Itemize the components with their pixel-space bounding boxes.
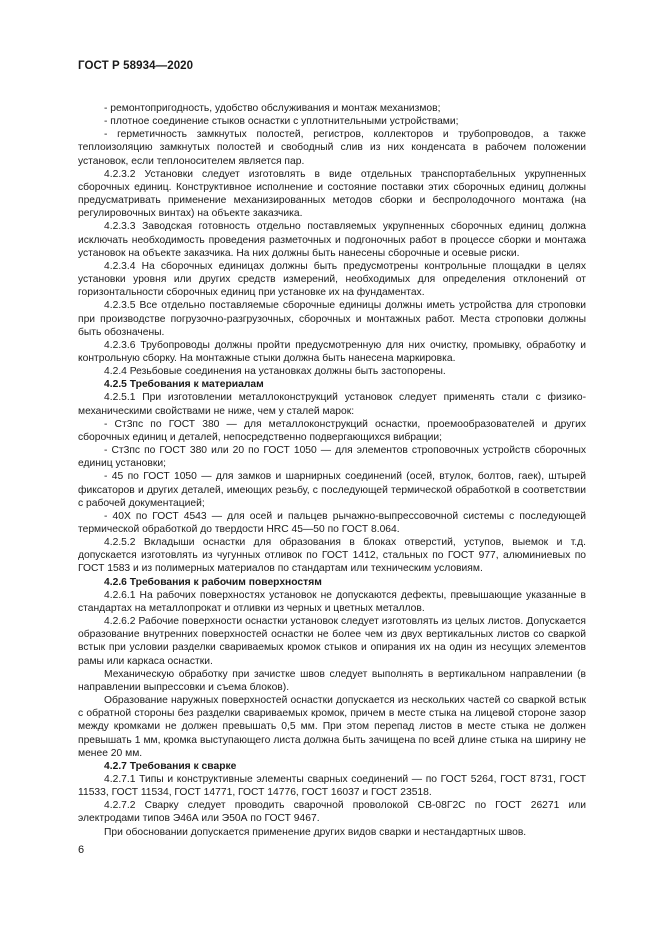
paragraph: Образование наружных поверхностей оснастки допускается из нескольких частей со сваркой встык с обратной стороны без разделки свариваемых кромок, причем в месте стыка на лицевой стороне зазор между кромками не должен превышать 0,5 мм. При этом перепад листов в месте стыка не должен превышать 1 мм, кромка выступающего листа должна быть зачищена по всей длине стыка на ширину не менее 20 мм. [78, 695, 586, 759]
paragraph: 4.2.3.3 Заводская готовность отдельно поставляемых укрупненных сборочных единиц должна исключать необходимость проведения разметочных и подгоночных работ в процессе сборки и монтажа установок на объекте заказчика. На них должны быть нанесены сборочные и осевые риски. [78, 221, 586, 259]
paragraph: 4.2.7.2 Сварку следует проводить сварочной проволокой СВ-08Г2С по ГОСТ 26271 или электродами типов Э46А или Э50А по ГОСТ 9467. [78, 800, 586, 825]
paragraph: - ремонтопригодность, удобство обслуживания и монтаж механизмов; [104, 103, 441, 114]
paragraph: 4.2.6.1 На рабочих поверхностях установок не допускаются дефекты, превышающие указанные в стандартах на металлопрокат и отливки из черных и цветных металлов. [78, 589, 586, 614]
paragraph: При обосновании допускается применение других видов сварки и нестандартных швов. [104, 826, 527, 838]
paragraph: 4.2.4 Резьбовые соединения на установках должны быть застопорены. [104, 366, 446, 378]
paragraph: 4.2.7.1 Типы и конструктивные элементы сварных соединений — по ГОСТ 5264, ГОСТ 8731, ГОСТ 11533, ГОСТ 11534, ГОСТ 14771, ГОСТ 14776, ГОСТ 16037 и ГОСТ 23518. [78, 773, 586, 799]
paragraph: 4.2.3.5 Все отдельно поставляемые сборочные единицы должны иметь устройства для строповки при производстве погрузочно-разгрузочных, сборочных и монтажных работ. Места строповки должны быть обозначены. [78, 300, 586, 338]
paragraph: 4.2.3.4 На сборочных единицах должны быть предусмотрены контрольные площадки в целях установки уровня или других средств измерений, необходимых для определения отклонений от горизонтальности сборочных единиц при установке их на фундаментах. [78, 260, 586, 299]
paragraph: - Ст3пс по ГОСТ 380 — для металлоконструкций оснастки, проемообразователей и других сборочных единиц и деталей, непосредственно подвергающихся вибрации; [78, 418, 586, 443]
paragraph: - герметичность замкнутых полостей, регистров, коллекторов и трубопроводов, а также теплоизоляцию замкнутых полостей и свободный слив из них конденсата в рабочем положении установок, если теплоносителем является пар. [78, 129, 586, 167]
paragraph: 4.2.3.6 Трубопроводы должны пройти предусмотренную для них очистку, промывку, обработку и контрольную сборку. На монтажные стыки должна быть нанесена маркировка. [78, 339, 586, 364]
paragraph: 4.2.5.2 Вкладыши оснастки для образования в блоках отверстий, уступов, выемок и т.д. допускается изготовлять из чугунных отливок по ГОСТ 1412, стальных по ГОСТ 977, алюминиевых по ГОСТ 1583 и из полимерных материалов по стандартам или техническим условиям. [78, 537, 586, 575]
page-number: 6 [78, 844, 85, 856]
document-header: ГОСТ Р 58934—2020 [78, 60, 194, 72]
document-body [78, 102, 586, 839]
section-heading: 4.2.5 Требования к материалам [104, 379, 264, 391]
paragraph: - 45 по ГОСТ 1050 — для замков и шарнирных соединений (осей, втулок, болтов, гаек), штырей фиксаторов и других деталей, имеющих резьбу, с последующей термической обработкой в соответствии с рабочей документацией; [78, 471, 586, 509]
paragraph: - плотное соединение стыков оснастки с уплотнительными устройствами; [104, 116, 459, 128]
paragraph: - Ст3пс по ГОСТ 380 или 20 по ГОСТ 1050 — для элементов строповочных устройств сборочных единиц установки; [78, 445, 586, 470]
paragraph: 4.2.3.2 Установки следует изготовлять в виде отдельных транспортабельных укрупненных сборочных единиц. Конструктивное исполнение и состояние поставки этих сборочных единиц должны предусматривать применение механизированных методов сборки и беспролодочного монтажа (на регулировочных винтах) на объекте заказчика. [78, 168, 586, 220]
paragraph: 4.2.6.2 Рабочие поверхности оснастки установок следует изготовлять из целых листов. Допускается образование внутренних поверхностей оснастки не более чем из двух вертикальных листов со сваркой встык при условии разделки свариваемых кромок стыков и опирания их на один из несущих элементов рамы или каркаса оснастки. [78, 616, 586, 667]
section-heading: 4.2.7 Требования к сварке [104, 760, 237, 772]
paragraph: Механическую обработку при зачистке швов следует выполнять в вертикальном направлении (в направлении выпрессовки и съема блоков). [78, 668, 586, 693]
section-heading: 4.2.6 Требования к рабочим поверхностям [104, 576, 322, 588]
paragraph: 4.2.5.1 При изготовлении металлоконструкций установок следует применять стали с физико-механическими свойствами не ниже, чем у сталей марок: [78, 392, 586, 417]
paragraph: - 40Х по ГОСТ 4543 — для осей и пальцев рычажно-выпрессовочной системы с последующей термической обработкой до твердости HRC 45—50 по ГОСТ 8.064. [78, 510, 586, 535]
